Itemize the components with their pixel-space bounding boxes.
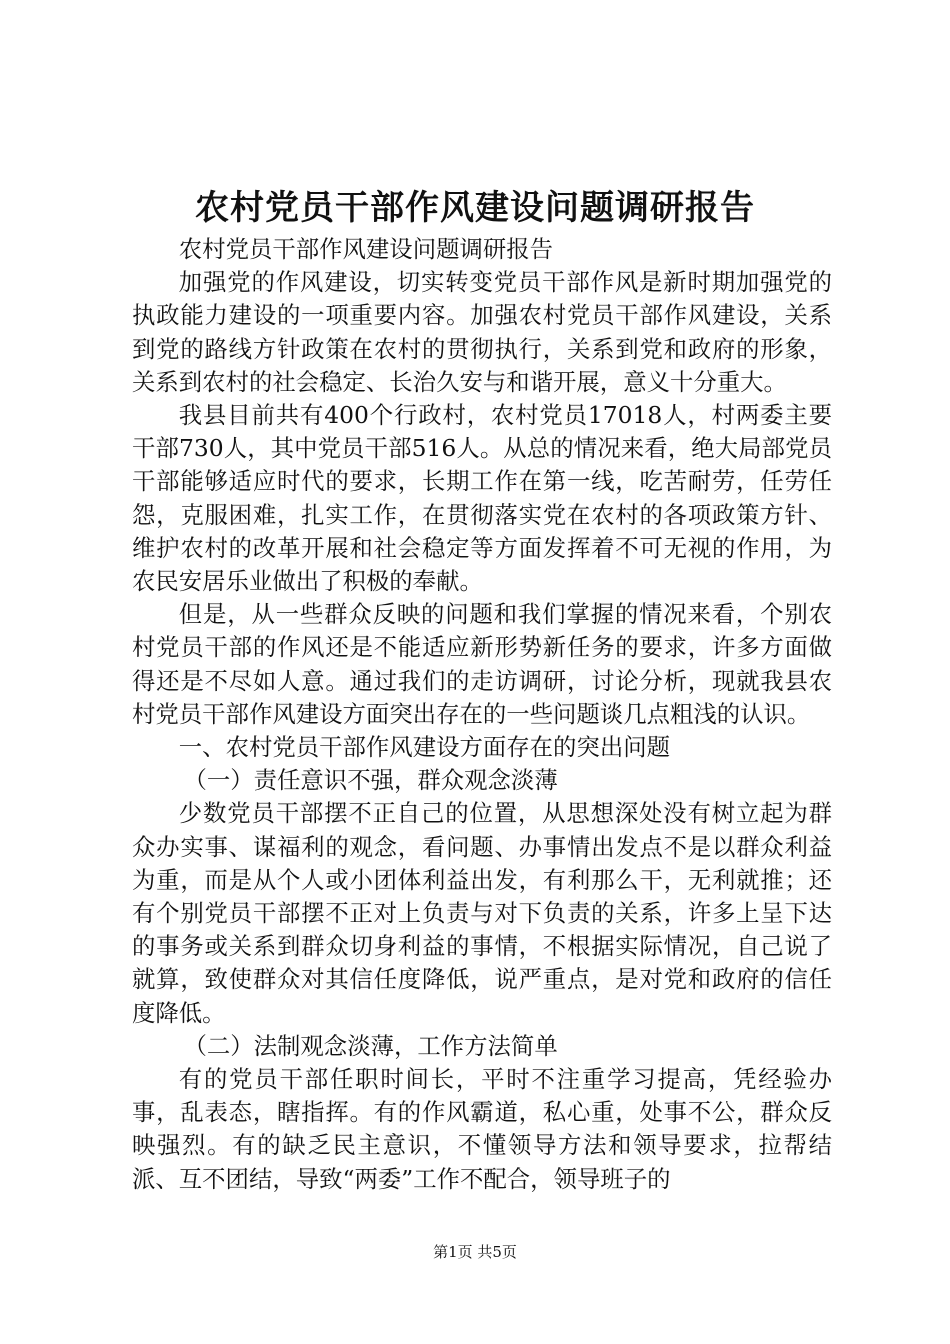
subsection-heading-2: （二）法制观念淡薄，工作方法简单 — [183, 1031, 558, 1060]
subsection-heading-1: （一）责任意识不强，群众观念淡薄 — [183, 766, 558, 795]
document-title: 农村党员干部作风建设问题调研报告 — [195, 188, 755, 228]
document-body — [132, 233, 832, 1196]
paragraph-county-overview: 我县目前共有400个行政村，农村党员17018人，村两委主要干部730人，其中党员干部516人。从总的情况来看，绝大局部党员干部能够适应时代的要求，长期工作在第一线，吃苦耐劳，任劳任怨，克服困难，扎实工作，在贯彻落实党在农村的各项政策方针、维护农村的改革开展和社会稳定等方面发挥着不可无视的作用，为农民安居乐业做出了积极的奉献。 — [132, 401, 832, 596]
paragraph-legal-awareness: 有的党员干部任职时间长，平时不注重学习提高，凭经验办事，乱表态，瞎指挥。有的作风霸道，私心重，处事不公，群众反映强烈。有的缺乏民主意识，不懂领导方法和领导要求，拉帮结派、互不团结，导致“两委”工作不配合，领导班子的 — [132, 1065, 832, 1193]
paragraph-subtitle: 农村党员干部作风建设问题调研报告 — [178, 235, 554, 263]
paragraph-intro: 加强党的作风建设，切实转变党员干部作风是新时期加强党的执政能力建设的一项重要内容。加强农村党员干部作风建设，关系到党的路线方针政策在农村的贯彻执行，关系到党和政府的形象，关系到农村的社会稳定、长治久安与和谐开展，意义十分重大。 — [132, 268, 832, 396]
paragraph-responsibility: 少数党员干部摆不正自己的位置，从思想深处没有树立起为群众办实事、谋福利的观念，看问题、办事情出发点不是以群众利益为重，而是从个人或小团体利益出发，有利那么干，无利就推；还有个别党员干部摆不正对上负责与对下负责的关系，许多上呈下达的事务或关系到群众切身利益的事情，不根据实际情况，自己说了就算，致使群众对其信任度降低，说严重点，是对党和政府的信任度降低。 — [132, 799, 832, 1027]
section-heading-1: 一、农村党员干部作风建设方面存在的突出问题 — [178, 733, 670, 762]
paragraph-problems-intro: 但是，从一些群众反映的问题和我们掌握的情况来看，个别农村党员干部的作风还是不能适应新形势新任务的要求，许多方面做得还是不尽如人意。通过我们的走访调研，讨论分析，现就我县农村党员干部作风建设方面突出存在的一些问题谈几点粗浅的认识。 — [132, 600, 832, 728]
page-number-footer: 第1页 共5页 — [433, 1243, 517, 1261]
